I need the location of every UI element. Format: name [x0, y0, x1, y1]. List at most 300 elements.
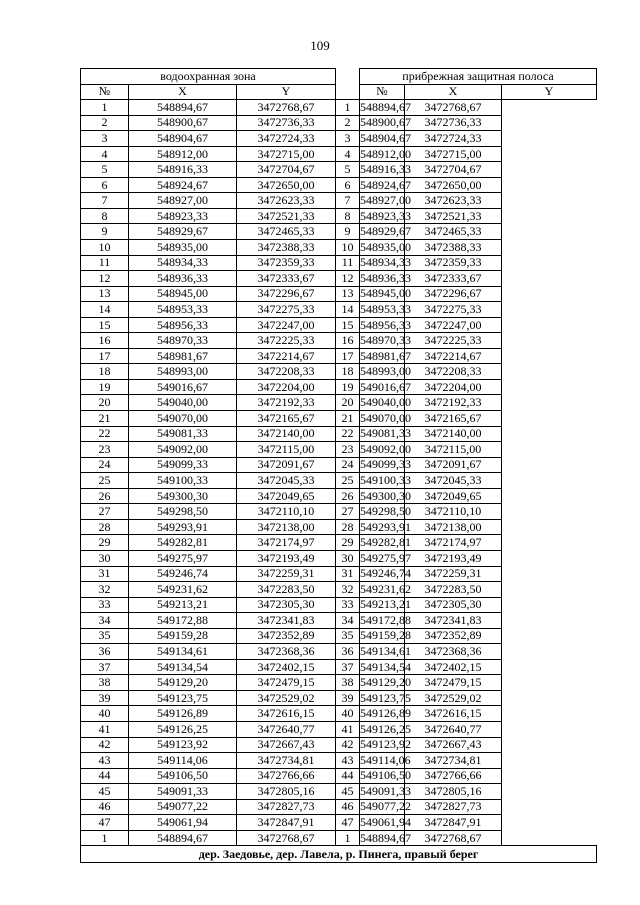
table-row	[81, 146, 597, 162]
left-cell-x: 549275,97	[129, 550, 237, 566]
right-cell-y: 3472174,97	[405, 535, 502, 551]
right-cell-x: 548923,33	[360, 208, 412, 223]
table-row	[81, 224, 597, 240]
left-cell-x: 549114,06	[129, 753, 237, 769]
right-cell-n: 10	[336, 240, 360, 256]
right-cell-n: 29	[336, 535, 360, 551]
right-cell-n: 45	[336, 784, 360, 800]
left-cell-n: 3	[81, 131, 129, 147]
table-row	[81, 784, 597, 800]
left-cell-x: 549092,00	[129, 442, 237, 458]
right-cell-x: 549100,33	[360, 472, 412, 487]
table-row	[81, 799, 597, 815]
left-cell-x: 548894,67	[129, 830, 237, 846]
right-cell-x: 548894,67	[360, 99, 412, 114]
right-cell-n: 19	[336, 379, 360, 395]
right-cell-y: 3472247,00	[405, 317, 502, 333]
right-cell-y: 3472623,33	[405, 193, 502, 209]
right-cell-x: 548956,33	[360, 317, 412, 332]
right-cell-x: 549077,22	[360, 799, 412, 814]
right-cell-x: 549246,74	[360, 566, 412, 581]
right-cell-y: 3472305,30	[405, 597, 502, 613]
table-row	[81, 550, 597, 566]
right-cell-y: 3472724,33	[405, 131, 502, 147]
left-cell-y: 3472847,91	[237, 815, 336, 831]
left-cell-n: 22	[81, 426, 129, 442]
right-cell-n: 5	[336, 162, 360, 178]
right-cell-n: 26	[336, 488, 360, 504]
right-cell-y: 3472640,77	[405, 721, 502, 737]
right-cell-x: 549293,91	[360, 519, 412, 534]
table-row	[81, 115, 597, 131]
left-cell-x: 549300,30	[129, 488, 237, 504]
right-cell-x: 548935,00	[360, 239, 412, 254]
right-cell-n: 44	[336, 768, 360, 784]
left-cell-x: 548981,67	[129, 348, 237, 364]
left-cell-x: 548894,67	[129, 100, 237, 116]
caption-row	[81, 846, 597, 863]
right-cell-y: 3472283,50	[405, 582, 502, 598]
table-row	[81, 753, 597, 769]
left-cell-n: 29	[81, 535, 129, 551]
left-cell-x: 548929,67	[129, 224, 237, 240]
right-cell-n: 12	[336, 271, 360, 287]
right-cell-y: 3472193,49	[405, 550, 502, 566]
right-cell-y: 3472049,65	[405, 488, 502, 504]
right-cell-y: 3472368,36	[405, 644, 502, 660]
right-col-y-header: Y	[502, 84, 597, 100]
left-cell-n: 44	[81, 768, 129, 784]
left-cell-x: 548927,00	[129, 193, 237, 209]
left-cell-n: 34	[81, 613, 129, 629]
right-cell-n: 37	[336, 659, 360, 675]
left-cell-y: 3472827,73	[237, 799, 336, 815]
right-cell-n: 1	[336, 830, 360, 846]
coordinates-table	[80, 68, 597, 863]
left-cell-n: 28	[81, 519, 129, 535]
left-col-y-header: Y	[237, 84, 336, 100]
table-row	[81, 473, 597, 489]
right-cell-y: 3472110,10	[405, 504, 502, 520]
right-cell-y: 3472650,00	[405, 177, 502, 193]
right-cell-n: 20	[336, 395, 360, 411]
table-row	[81, 240, 597, 256]
right-cell-n: 27	[336, 504, 360, 520]
table-row	[81, 628, 597, 644]
left-cell-x: 549077,22	[129, 799, 237, 815]
right-cell-y: 3472805,16	[405, 784, 502, 800]
table-row	[81, 659, 597, 675]
left-cell-n: 32	[81, 582, 129, 598]
left-cell-n: 15	[81, 317, 129, 333]
left-cell-y: 3472704,67	[237, 162, 336, 178]
right-cell-x: 548945,00	[360, 286, 412, 301]
right-cell-n: 13	[336, 286, 360, 302]
left-cell-y: 3472529,02	[237, 690, 336, 706]
right-cell-n: 46	[336, 799, 360, 815]
right-cell-x: 549126,89	[360, 706, 412, 721]
right-cell-x: 549091,33	[360, 783, 412, 798]
left-col-x-header: X	[129, 84, 237, 100]
left-cell-n: 19	[81, 379, 129, 395]
table-row	[81, 519, 597, 535]
left-cell-y: 3472341,83	[237, 613, 336, 629]
table-row	[81, 364, 597, 380]
left-cell-n: 31	[81, 566, 129, 582]
right-cell-y: 3472479,15	[405, 675, 502, 691]
table-row	[81, 582, 597, 598]
table-row	[81, 488, 597, 504]
table-row	[81, 286, 597, 302]
left-cell-n: 9	[81, 224, 129, 240]
right-cell-n: 11	[336, 255, 360, 271]
left-cell-x: 549091,33	[129, 784, 237, 800]
table-row	[81, 504, 597, 520]
left-cell-n: 37	[81, 659, 129, 675]
table-row	[81, 566, 597, 582]
left-cell-n: 16	[81, 333, 129, 349]
left-cell-x: 549081,33	[129, 426, 237, 442]
left-cell-y: 3472805,16	[237, 784, 336, 800]
left-cell-y: 3472768,67	[237, 830, 336, 846]
right-cell-x: 548924,67	[360, 177, 412, 192]
right-cell-y: 3472333,67	[405, 271, 502, 287]
right-cell-y: 3472827,73	[405, 799, 502, 815]
right-cell-n: 14	[336, 302, 360, 318]
left-cell-y: 3472616,15	[237, 706, 336, 722]
left-cell-y: 3472208,33	[237, 364, 336, 380]
left-cell-x: 549126,25	[129, 721, 237, 737]
left-cell-y: 3472734,81	[237, 753, 336, 769]
left-cell-n: 45	[81, 784, 129, 800]
right-cell-y: 3472768,67	[405, 830, 502, 846]
right-cell-x: 548934,33	[360, 255, 412, 270]
right-cell-x: 548916,33	[360, 162, 412, 177]
right-cell-x: 548970,33	[360, 333, 412, 348]
table-row	[81, 737, 597, 753]
table-row	[81, 302, 597, 318]
left-cell-x: 549159,28	[129, 628, 237, 644]
table-row	[81, 690, 597, 706]
right-cell-x: 549061,94	[360, 815, 412, 830]
left-cell-x: 549134,61	[129, 644, 237, 660]
right-cell-n: 34	[336, 613, 360, 629]
right-cell-y: 3472208,33	[405, 364, 502, 380]
right-cell-x: 548953,33	[360, 301, 412, 316]
table-row	[81, 271, 597, 287]
left-cell-x: 549298,50	[129, 504, 237, 520]
left-cell-x: 548904,67	[129, 131, 237, 147]
right-cell-x: 549282,81	[360, 535, 412, 550]
right-cell-x: 549300,30	[360, 488, 412, 503]
left-cell-n: 42	[81, 737, 129, 753]
left-cell-x: 549099,33	[129, 457, 237, 473]
left-cell-x: 549293,91	[129, 519, 237, 535]
right-cell-n: 22	[336, 426, 360, 442]
right-cell-x: 549081,33	[360, 426, 412, 441]
table-row	[81, 830, 597, 846]
right-cell-y: 3472847,91	[405, 815, 502, 831]
left-cell-y: 3472768,67	[237, 100, 336, 116]
right-cell-n: 17	[336, 348, 360, 364]
left-cell-y: 3472115,00	[237, 442, 336, 458]
column-gap	[336, 69, 360, 100]
table-row	[81, 100, 597, 116]
right-cell-x: 548993,00	[360, 364, 412, 379]
left-cell-n: 13	[81, 286, 129, 302]
right-cell-n: 43	[336, 753, 360, 769]
table-row	[81, 613, 597, 629]
right-cell-n: 35	[336, 628, 360, 644]
left-cell-y: 3472138,00	[237, 519, 336, 535]
table-row	[81, 131, 597, 147]
table-row	[81, 535, 597, 551]
left-cell-x: 549246,74	[129, 566, 237, 582]
left-cell-y: 3472715,00	[237, 146, 336, 162]
left-cell-n: 8	[81, 208, 129, 224]
left-cell-x: 549040,00	[129, 395, 237, 411]
left-cell-x: 548945,00	[129, 286, 237, 302]
left-cell-y: 3472623,33	[237, 193, 336, 209]
right-cell-y: 3472296,67	[405, 286, 502, 302]
left-cell-n: 4	[81, 146, 129, 162]
right-cell-y: 3472165,67	[405, 411, 502, 427]
right-cell-y: 3472734,81	[405, 753, 502, 769]
left-cell-x: 548935,00	[129, 240, 237, 256]
left-cell-x: 548923,33	[129, 208, 237, 224]
left-cell-n: 2	[81, 115, 129, 131]
table-row	[81, 317, 597, 333]
right-cell-y: 3472045,33	[405, 473, 502, 489]
right-cell-y: 3472259,31	[405, 566, 502, 582]
left-cell-n: 12	[81, 271, 129, 287]
left-cell-n: 5	[81, 162, 129, 178]
left-cell-n: 1	[81, 830, 129, 846]
table-row	[81, 442, 597, 458]
left-cell-x: 549172,88	[129, 613, 237, 629]
left-cell-n: 23	[81, 442, 129, 458]
left-table-title: водоохранная зона	[81, 69, 336, 85]
left-cell-n: 47	[81, 815, 129, 831]
left-cell-y: 3472247,00	[237, 317, 336, 333]
left-cell-x: 549061,94	[129, 815, 237, 831]
left-cell-x: 549070,00	[129, 411, 237, 427]
right-cell-n: 28	[336, 519, 360, 535]
left-cell-x: 548916,33	[129, 162, 237, 178]
left-cell-y: 3472283,50	[237, 582, 336, 598]
left-cell-x: 549016,67	[129, 379, 237, 395]
left-cell-n: 43	[81, 753, 129, 769]
left-cell-x: 549123,75	[129, 690, 237, 706]
left-cell-x: 548936,33	[129, 271, 237, 287]
right-cell-x: 549114,06	[360, 752, 411, 767]
left-cell-y: 3472667,43	[237, 737, 336, 753]
left-cell-y: 3472640,77	[237, 721, 336, 737]
right-cell-x: 549159,28	[360, 628, 412, 643]
right-cell-x: 549106,50	[360, 768, 412, 783]
right-cell-y: 3472352,89	[405, 628, 502, 644]
page-number: 109	[310, 38, 330, 53]
left-cell-n: 33	[81, 597, 129, 613]
right-cell-x: 549129,20	[360, 675, 412, 690]
right-cell-y: 3472091,67	[405, 457, 502, 473]
right-cell-x: 549040,00	[360, 395, 412, 410]
right-cell-y: 3472465,33	[405, 224, 502, 240]
right-cell-n: 9	[336, 224, 360, 240]
left-cell-x: 548912,00	[129, 146, 237, 162]
right-cell-y: 3472275,33	[405, 302, 502, 318]
left-cell-x: 549123,92	[129, 737, 237, 753]
left-cell-n: 21	[81, 411, 129, 427]
right-cell-n: 15	[336, 317, 360, 333]
right-col-x-header: X	[405, 84, 502, 100]
right-cell-n: 16	[336, 333, 360, 349]
left-cell-y: 3472521,33	[237, 208, 336, 224]
right-cell-x: 549070,00	[360, 410, 412, 425]
table-row	[81, 162, 597, 178]
left-cell-n: 27	[81, 504, 129, 520]
right-cell-n: 24	[336, 457, 360, 473]
left-cell-y: 3472275,33	[237, 302, 336, 318]
right-cell-y: 3472402,15	[405, 659, 502, 675]
left-cell-y: 3472049,65	[237, 488, 336, 504]
table-row	[81, 177, 597, 193]
left-cell-n: 24	[81, 457, 129, 473]
left-cell-x: 548993,00	[129, 364, 237, 380]
right-cell-x: 549099,33	[360, 457, 412, 472]
right-cell-y: 3472667,43	[405, 737, 502, 753]
left-cell-y: 3472296,67	[237, 286, 336, 302]
left-cell-n: 6	[81, 177, 129, 193]
left-cell-x: 549213,21	[129, 597, 237, 613]
right-cell-x: 548894,67	[360, 830, 412, 845]
left-cell-y: 3472192,33	[237, 395, 336, 411]
left-col-num-header: №	[81, 84, 129, 100]
right-cell-n: 23	[336, 442, 360, 458]
left-cell-n: 46	[81, 799, 129, 815]
right-cell-n: 38	[336, 675, 360, 691]
left-cell-n: 18	[81, 364, 129, 380]
left-cell-y: 3472736,33	[237, 115, 336, 131]
left-cell-y: 3472259,31	[237, 566, 336, 582]
left-cell-n: 11	[81, 255, 129, 271]
table-row	[81, 457, 597, 473]
right-col-num-header: №	[360, 84, 405, 100]
left-cell-y: 3472724,33	[237, 131, 336, 147]
right-cell-y: 3472715,00	[405, 146, 502, 162]
right-cell-x: 549123,92	[360, 737, 412, 752]
right-cell-n: 33	[336, 597, 360, 613]
right-cell-y: 3472115,00	[405, 442, 502, 458]
left-cell-x: 548953,33	[129, 302, 237, 318]
right-cell-x: 549123,75	[360, 690, 412, 705]
right-cell-n: 7	[336, 193, 360, 209]
right-cell-n: 32	[336, 582, 360, 598]
left-cell-y: 3472140,00	[237, 426, 336, 442]
right-cell-n: 2	[336, 115, 360, 131]
table-row	[81, 815, 597, 831]
left-cell-n: 20	[81, 395, 129, 411]
table-row	[81, 395, 597, 411]
left-cell-y: 3472091,67	[237, 457, 336, 473]
right-cell-x: 549134,61	[360, 644, 412, 658]
right-cell-x: 548929,67	[360, 224, 412, 239]
right-cell-y: 3472704,67	[405, 162, 502, 178]
left-cell-x: 549100,33	[129, 473, 237, 489]
right-cell-y: 3472225,33	[405, 333, 502, 349]
left-cell-y: 3472388,33	[237, 240, 336, 256]
table-caption: дер. Заедовье, дер. Лавела, р. Пинега, правый берег	[81, 846, 597, 863]
left-cell-x: 549231,62	[129, 582, 237, 598]
table-row	[81, 426, 597, 442]
left-cell-y: 3472650,00	[237, 177, 336, 193]
right-cell-y: 3472140,00	[405, 426, 502, 442]
right-cell-x: 548912,00	[360, 146, 412, 161]
left-cell-x: 549106,50	[129, 768, 237, 784]
left-cell-x: 548956,33	[129, 317, 237, 333]
left-cell-n: 35	[81, 628, 129, 644]
right-cell-y: 3472521,33	[405, 208, 502, 224]
left-cell-x: 549129,20	[129, 675, 237, 691]
left-cell-n: 26	[81, 488, 129, 504]
left-cell-n: 14	[81, 302, 129, 318]
right-cell-n: 36	[336, 644, 360, 660]
right-cell-x: 549126,25	[360, 721, 412, 736]
right-cell-y: 3472214,67	[405, 348, 502, 364]
table-row	[81, 411, 597, 427]
table-row	[81, 597, 597, 613]
right-cell-y: 3472736,33	[405, 115, 502, 131]
left-cell-y: 3472402,15	[237, 659, 336, 675]
left-cell-y: 3472479,15	[237, 675, 336, 691]
right-cell-y: 3472138,00	[405, 519, 502, 535]
right-cell-n: 47	[336, 815, 360, 831]
right-cell-x: 549134,54	[360, 659, 412, 674]
right-cell-n: 42	[336, 737, 360, 753]
left-cell-n: 38	[81, 675, 129, 691]
left-cell-n: 17	[81, 348, 129, 364]
right-cell-x: 549172,88	[360, 612, 412, 627]
left-cell-x: 549282,81	[129, 535, 237, 551]
right-cell-x: 548981,67	[360, 348, 412, 363]
left-cell-n: 1	[81, 100, 129, 116]
left-cell-y: 3472359,33	[237, 255, 336, 271]
right-cell-x: 548904,67	[360, 130, 412, 145]
left-cell-y: 3472045,33	[237, 473, 336, 489]
right-cell-n: 8	[336, 208, 360, 224]
right-cell-n: 4	[336, 146, 360, 162]
right-cell-x: 548936,33	[360, 270, 412, 285]
left-cell-y: 3472165,67	[237, 411, 336, 427]
left-cell-y: 3472465,33	[237, 224, 336, 240]
left-cell-y: 3472174,97	[237, 535, 336, 551]
left-cell-y: 3472368,36	[237, 644, 336, 660]
left-cell-x: 548934,33	[129, 255, 237, 271]
left-cell-x: 549126,89	[129, 706, 237, 722]
left-cell-y: 3472214,67	[237, 348, 336, 364]
left-cell-n: 41	[81, 721, 129, 737]
left-cell-y: 3472193,49	[237, 550, 336, 566]
right-cell-y: 3472768,67	[405, 100, 502, 116]
right-cell-x: 548927,00	[360, 193, 412, 208]
left-cell-n: 7	[81, 193, 129, 209]
table-row	[81, 255, 597, 271]
right-cell-n: 21	[336, 411, 360, 427]
table-row	[81, 193, 597, 209]
left-cell-n: 25	[81, 473, 129, 489]
right-cell-y: 3472359,33	[405, 255, 502, 271]
right-cell-y: 3472529,02	[405, 690, 502, 706]
